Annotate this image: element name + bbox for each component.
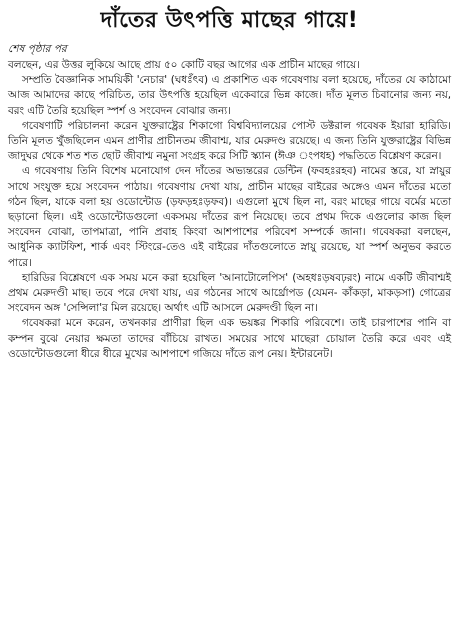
article-paragraph-2: সম্প্রতি বৈজ্ঞানিক সাময়িকী 'নেচার' (ঘধঃঁৎব) এ প্রকাশিত এক গবেষণায় বলা হয়েছে, দাঁতের যে কাঠামো আজ আমাদের কাছে পরিচিত, তার উৎপত্তি হয়েছিল একেবারে ভিন্ন কাজে। দাঁত মূলত চিবানোর জন্য নয়, বরং এটি তৈরি হয়েছিল স্পর্শ ও সংবেদন বোঝার জন্য।	[8, 74, 451, 117]
article-headline: দাঁতের উৎপত্তি মাছের গায়ে!	[100, 8, 359, 33]
article-paragraph-4: এ গবেষণায় তিনি বিশেষ মনোযোগ দেন দাঁতের অভ্যন্তরের ডেন্টিন (ফবহঃরহব) নামের স্তরে, যা স্নায়ুর সাথে সংযুক্ত হয়ে সংবেদন পাঠায়। গবেষণায় দেখা যায়, প্রাচীন মাছের বাইরের অঙ্গেও এমন দাঁতের মতো গঠন ছিল, যাকে বলা হয় ওডোন্টোড (ড়ফড়হঃড়ফব)। এগুলো মুখে ছিল না, বরং মাছের গায়ে বর্মের মতো ছড়ানো ছিল। এই ওডোন্টোডগুলো একসময় দাঁতের রূপ নিয়েছে। তবে প্রথম দিকে এগুলোর কাজ ছিল সংবেদন বোঝা, তাপমাত্রা, পানি প্রবাহ কিংবা আশপাশের পরিবেশ সম্পর্কে জানা। গবেষকরা বলছেন, আধুনিক ক্যাটফিশ, শার্ক এবং স্টিংরে-তেও এই বাইরের দাঁতগুলোতে স্নায়ু রয়েছে, যা স্পর্শ অনুভব করতে পারে।	[8, 165, 451, 269]
article-paragraph-5: হারিডির বিশ্লেষণে এক সময় মনে করা হয়েছিল 'আনাটোলেপিস' (অহধঃড়ষবঢ়রং) নামে একটি জীবাশ্মই প্রথম মেরুদণ্ডী মাছ। তবে পরে দেখা যায়, এর গঠনের সাথে আর্থ্রোপড (যেমন- কাঁকড়া, মাকড়সা) গোত্রের সংবেদন অঙ্গ 'সেন্সিলা'র মিল রয়েছে। অর্থাৎ এটি আসলে মেরুদণ্ডী ছিল না।	[8, 271, 451, 315]
article-paragraph-1: বলছেন, এর উত্তর লুকিয়ে আছে প্রায় ৫০ কোটি বছর আগের এক প্রাচীন মাছের গায়ে।	[8, 59, 360, 71]
continued-from-label: শেষ পৃষ্ঠার পর	[8, 43, 67, 55]
article-paragraph-6: গবেষকরা মনে করেন, তখনকার প্রাণীরা ছিল এক ভয়ঙ্কর শিকারি পরিবেশে। তাই চারপাশের পানি বা কম্পন বুঝে নেয়ার ক্ষমতা তাদের বাঁচিয়ে রাখত। সময়ের সাথে মাছেরা চোয়াল তৈরি করে এবং এই ওডোন্টোডগুলো ধীরে ধীরে মুখের আশপাশে গজিয়ে দাঁতে রূপ নেয়। ইন্টারনেট।	[8, 317, 451, 360]
article-paragraph-3: গবেষণাটি পরিচালনা করেন যুক্তরাষ্ট্রের শিকাগো বিশ্ববিদ্যালয়ের পোস্ট ডক্টরাল গবেষক ইয়ারা হারিডি। তিনি মূলত খুঁজছিলেন এমন প্রাণীর প্রাচীনতম জীবাশ্ম, যার মেরুদণ্ড রয়েছে। এ জন্য তিনি যুক্তরাষ্ট্রের বিভিন্ন জাদুঘর থেকে শত শত ছোট জীবাশ্ম নমুনা সংগ্রহ করে সিটি স্ক্যান (ঈঞ ংপধহ) পদ্ধতিতে বিশ্লেষণ করেন।	[8, 119, 451, 163]
